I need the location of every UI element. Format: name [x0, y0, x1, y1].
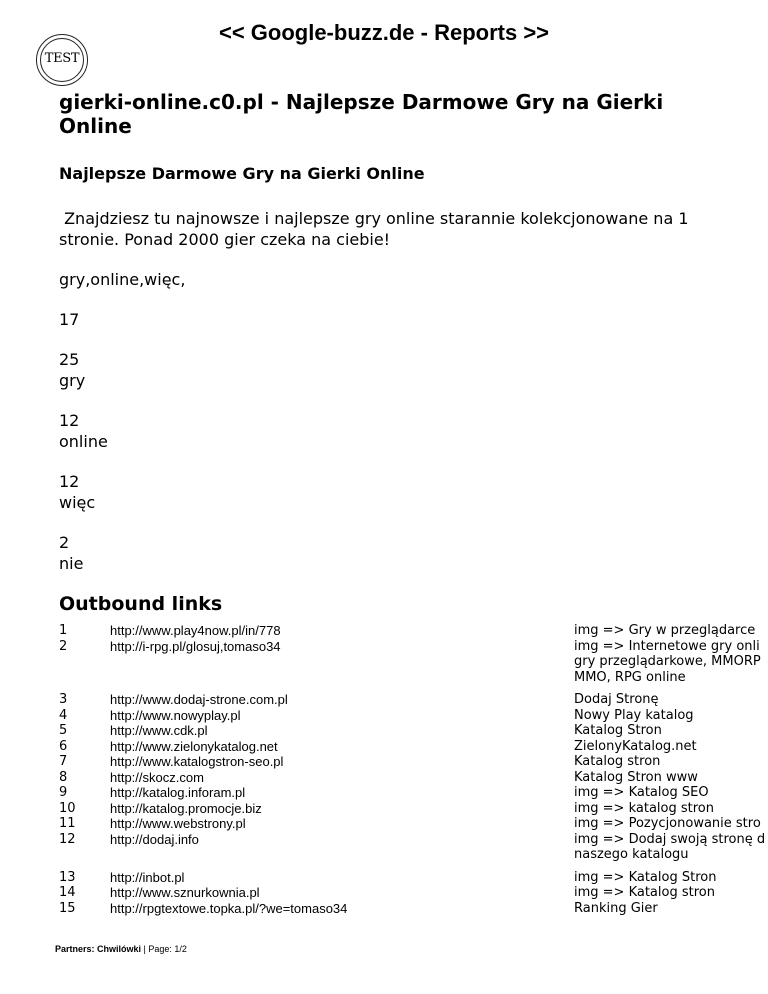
keyword-stat	[59, 471, 768, 513]
link-row-number: 3	[59, 692, 68, 707]
link-row-number: 2	[59, 638, 68, 654]
page-subtitle: Najlepsze Darmowe Gry na Gierki Online	[59, 164, 425, 183]
page-title: gierki-online.c0.pl - Najlepsze Darmowe Gry na Gierki Online	[59, 90, 664, 138]
test-stamp-icon	[36, 34, 88, 86]
link-url[interactable]: http://katalog.inforam.pl	[110, 785, 246, 800]
link-url[interactable]: http://dodaj.info	[110, 831, 199, 847]
page-description: Znajdziesz tu najnowsze i najlepsze gry online starannie kolekcjonowane na 1 stronie. Ponad 2000 gier czeka na ciebie!	[59, 209, 694, 249]
report-header-title: << Google-buzz.de - Reports >>	[218, 20, 550, 45]
link-anchor-text: img => katalog stron	[574, 800, 714, 816]
keyword-word: gry	[59, 371, 86, 390]
keywords-list: gry,online,więc,	[59, 270, 186, 289]
link-row	[59, 870, 768, 886]
keyword-count: 2	[59, 533, 70, 552]
link-row-number: 9	[59, 785, 68, 800]
link-url[interactable]: http://rpgtextowe.topka.pl/?we=tomaso34	[110, 900, 348, 916]
keyword-word: nie	[59, 554, 84, 573]
outbound-links-table	[59, 623, 768, 916]
link-row	[59, 670, 768, 686]
link-row	[59, 654, 768, 670]
link-url[interactable]: http://i-rpg.pl/glosuj,tomaso34	[110, 638, 281, 654]
link-anchor-text: Katalog stron	[574, 754, 661, 769]
link-anchor-text: img => Katalog SEO	[574, 785, 709, 800]
link-row-number: 11	[59, 816, 76, 831]
link-url[interactable]: http://www.nowyplay.pl	[110, 707, 241, 723]
link-anchor-text: Ranking Gier	[574, 900, 658, 916]
link-row-number: 6	[59, 738, 68, 754]
link-row	[59, 901, 768, 917]
link-anchor-text: Katalog Stron www	[574, 769, 698, 785]
link-url[interactable]: http://katalog.promocje.biz	[110, 800, 262, 816]
link-url[interactable]: http://www.sznurkownia.pl	[110, 885, 260, 900]
link-anchor-text: img => Dodaj swoją stronę d	[574, 831, 766, 847]
link-row	[59, 692, 768, 708]
link-row	[59, 847, 768, 863]
link-url[interactable]: http://www.zielonykatalog.net	[110, 738, 278, 754]
link-row-number: 4	[59, 707, 68, 723]
footer-partners: Partners: Chwilówki	[55, 944, 142, 954]
link-anchor-text: img => Katalog stron	[574, 885, 715, 900]
link-url[interactable]: http://www.katalogstron-seo.pl	[110, 754, 284, 769]
keyword-word: online	[59, 432, 108, 451]
link-row	[59, 801, 768, 817]
link-anchor-text: naszego katalogu	[574, 847, 689, 862]
link-url[interactable]: http://www.dodaj-strone.com.pl	[110, 692, 288, 707]
keyword-word: więc	[59, 493, 96, 512]
link-url[interactable]: http://inbot.pl	[110, 869, 185, 885]
link-row	[59, 639, 768, 655]
link-anchor-text: img => Internetowe gry onli	[574, 638, 760, 654]
link-row	[59, 708, 768, 724]
link-url[interactable]: http://www.cdk.pl	[110, 723, 208, 738]
link-anchor-text: img => Katalog Stron	[574, 869, 717, 885]
page-footer	[55, 944, 187, 954]
link-row	[59, 739, 768, 755]
link-row	[59, 754, 768, 770]
keyword-count: 12	[59, 411, 80, 430]
link-row-number: 7	[59, 754, 68, 769]
footer-separator: |	[141, 944, 149, 954]
link-anchor-text: img => Gry w przeglądarce	[574, 623, 756, 638]
outbound-links-heading: Outbound links	[59, 593, 223, 615]
keyword-count: 12	[59, 472, 80, 491]
keyword-stat	[59, 410, 768, 452]
link-row-number: 13	[59, 869, 76, 885]
link-row	[59, 623, 768, 639]
link-row-number: 15	[59, 900, 76, 916]
total-count-value: 17	[59, 310, 80, 329]
footer-page-number: Page: 1/2	[148, 944, 187, 954]
link-row-number: 14	[59, 885, 76, 900]
stamp-text: TEST	[44, 51, 80, 66]
link-url[interactable]: http://www.play4now.pl/in/778	[110, 623, 281, 638]
total-word-count	[59, 309, 768, 330]
link-anchor-text: Katalog Stron	[574, 723, 662, 738]
link-row	[59, 832, 768, 848]
keyword-count: 25	[59, 350, 80, 369]
link-row-number: 8	[59, 769, 68, 785]
keyword-stat	[59, 532, 768, 574]
report-content	[59, 90, 768, 616]
link-row	[59, 885, 768, 901]
link-row	[59, 785, 768, 801]
link-row	[59, 770, 768, 786]
link-row-number: 10	[59, 800, 76, 816]
link-anchor-text: Nowy Play katalog	[574, 707, 694, 723]
link-anchor-text: Dodaj Stronę	[574, 692, 659, 707]
link-row-number: 5	[59, 723, 68, 738]
link-row-number: 12	[59, 831, 76, 847]
link-row	[59, 723, 768, 739]
link-anchor-text: img => Pozycjonowanie stro	[574, 816, 761, 831]
link-url[interactable]: http://skocz.com	[110, 769, 204, 785]
link-row	[59, 816, 768, 832]
link-url[interactable]: http://www.webstrony.pl	[110, 816, 246, 831]
link-row-number: 1	[59, 623, 68, 638]
link-anchor-text: gry przeglądarkowe, MMORP	[574, 654, 761, 669]
link-anchor-text: MMO, RPG online	[574, 669, 686, 685]
link-anchor-text: ZielonyKatalog.net	[574, 738, 697, 754]
keyword-stat	[59, 349, 768, 391]
